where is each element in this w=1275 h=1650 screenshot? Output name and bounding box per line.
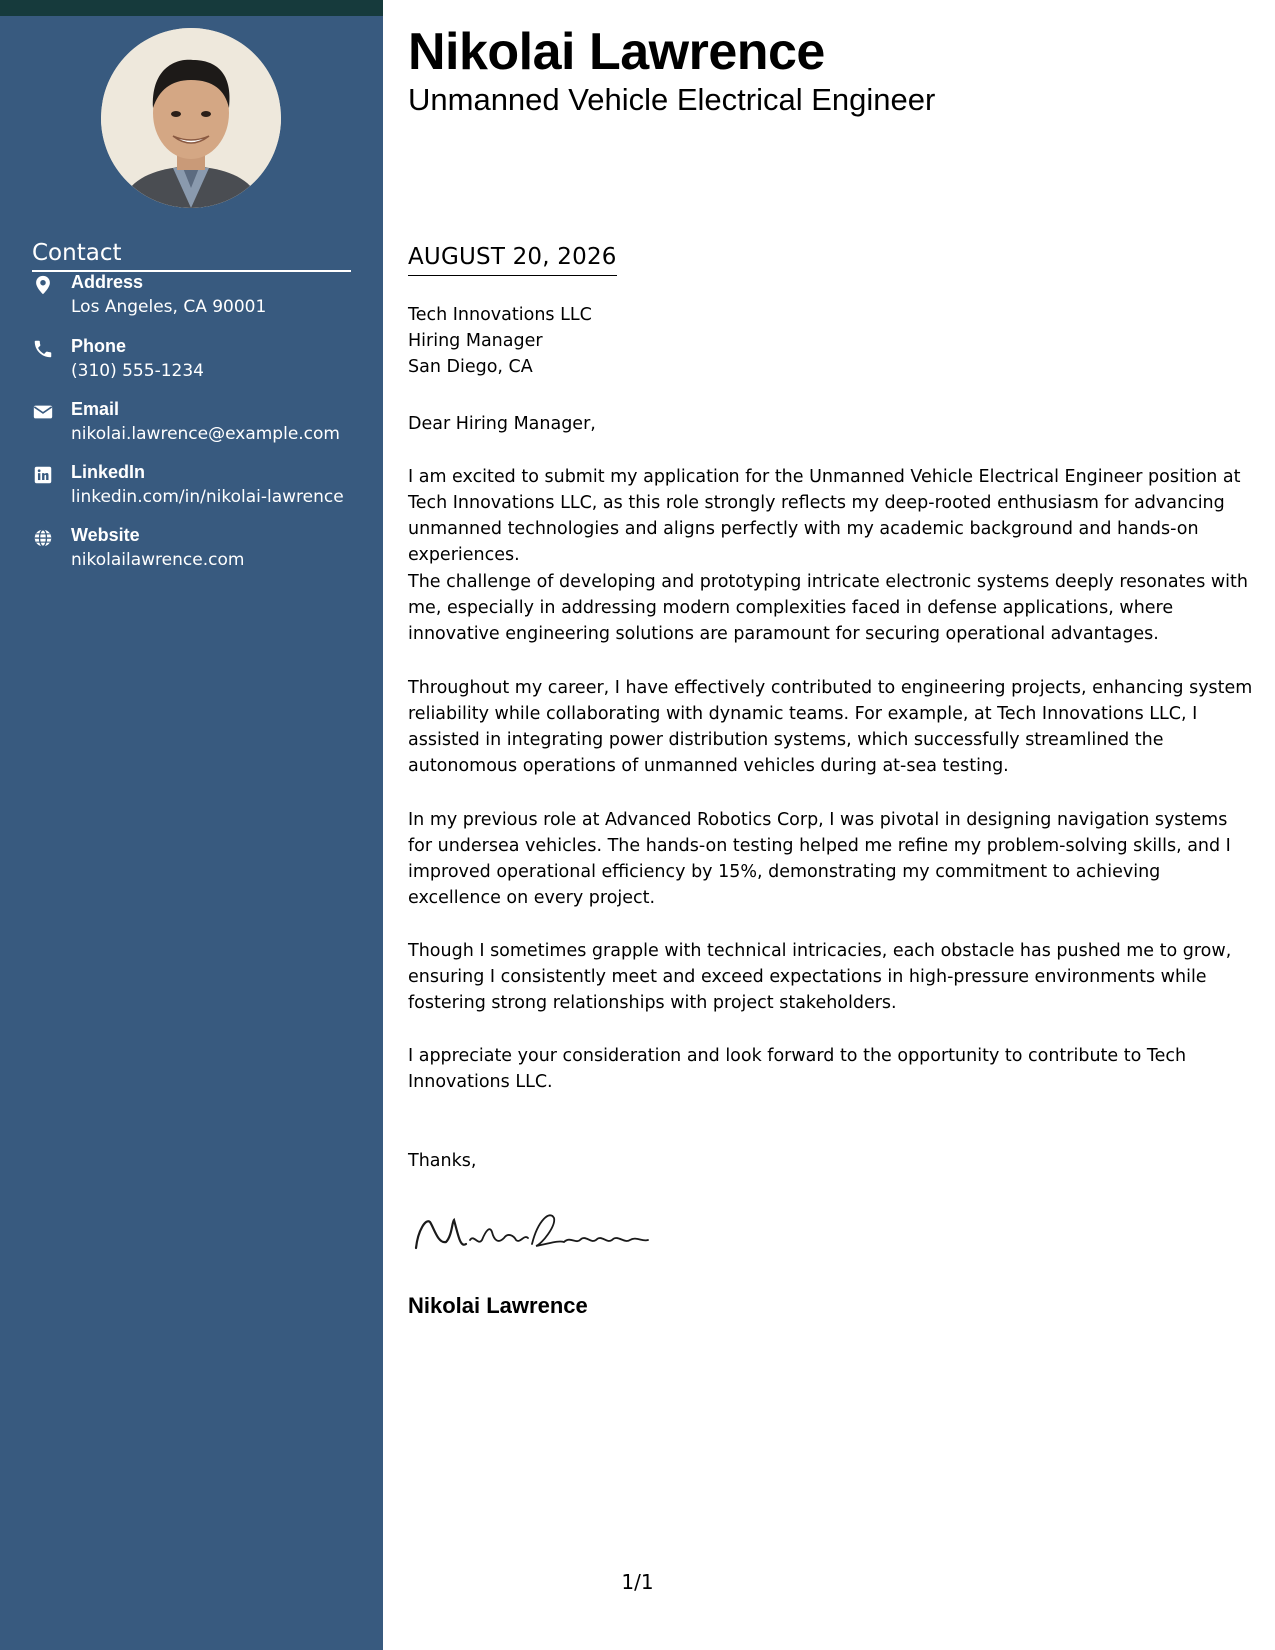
linkedin-value: linkedin.com/in/nikolai-lawrence [71,487,344,507]
globe-icon [32,527,54,549]
signer-name: Nikolai Lawrence [408,1293,588,1318]
handwritten-signature [408,1200,668,1270]
phone-icon [32,338,54,360]
address-value: Los Angeles, CA 90001 [71,297,267,317]
closing: Thanks, [408,1151,477,1171]
paragraph-4: In my previous role at Advanced Robotics Corp, I was pivotal in designing navigation systems for undersea vehicles. The hands-on testing helped me refine my problem-solving skills, and I improved operational efficiency by 15%, demonstrating my commitment to achieving excellence on every project. [408,810,1231,908]
email-value: nikolai.lawrence@example.com [71,424,340,444]
address-label: Address [71,272,144,292]
recipient-company: Tech Innovations LLC [408,305,592,325]
paragraph-3: Throughout my career, I have effectively contributed to engineering projects, enhancing system reliability while collaborating with dynamic teams. For example, at Tech Innovations LLC, I assisted in integrating power distribution systems, which successfully streamlined the autonomous operations of unmanned vehicles during at-sea testing. [408,678,1253,776]
applicant-name: Nikolai Lawrence [408,23,825,81]
page-number: 1/1 [621,1570,654,1594]
recipient-block [408,302,592,380]
letter-date: AUGUST 20, 2026 [408,244,617,276]
profile-photo [101,28,281,208]
linkedin-label: LinkedIn [71,462,146,482]
phone-label: Phone [71,336,127,356]
sidebar-top-bar [0,0,383,16]
envelope-icon [32,401,54,423]
recipient-location: San Diego, CA [408,357,533,377]
contact-heading: Contact [32,240,351,272]
recipient-role: Hiring Manager [408,331,543,351]
paragraph-2: The challenge of developing and prototyping intricate electronic systems deeply resonates with me, especially in addressing modern complexities faced in defense applications, where innovative engineering solutions are paramount for securing operational advantages. [408,572,1248,644]
linkedin-icon [32,464,54,486]
sidebar [0,0,383,1650]
email-label: Email [71,399,120,419]
website-label: Website [71,525,140,545]
phone-value: (310) 555-1234 [71,361,204,381]
website-value: nikolailawrence.com [71,550,245,570]
paragraph-1: I am excited to submit my application for the Unmanned Vehicle Electrical Engineer position at Tech Innovations LLC, as this role strongly reflects my deep-rooted enthusiasm for advancing unmanned technologies and aligns perfectly with my academic background and hands-on experiences. [408,467,1241,565]
salutation: Dear Hiring Manager, [408,414,596,434]
job-title: Unmanned Vehicle Electrical Engineer [408,82,936,117]
map-pin-icon [32,274,54,296]
paragraph-5: Though I sometimes grapple with technical intricacies, each obstacle has pushed me to grow, ensuring I consistently meet and exceed expectations in high-pressure environments while fostering strong relationships with project stakeholders. [408,941,1232,1013]
portrait-image [101,28,281,208]
paragraph-6: I appreciate your consideration and look forward to the opportunity to contribute to Tech Innovations LLC. [408,1046,1187,1092]
